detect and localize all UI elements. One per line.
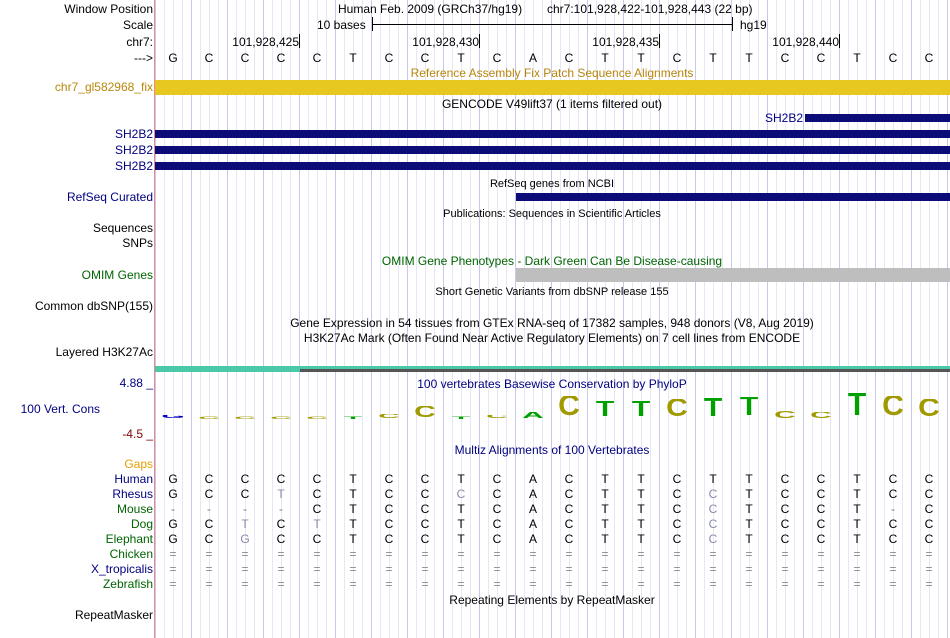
alignment-base: =: [169, 562, 177, 576]
alignment-base: T: [349, 517, 357, 531]
fix-patch-alignment[interactable]: [155, 80, 950, 95]
alignment-base: =: [205, 562, 213, 576]
alignment-base: C: [420, 487, 430, 501]
alignment-base: =: [709, 577, 717, 591]
dna-base: C: [672, 51, 682, 65]
conservation-letter: T: [847, 393, 867, 419]
alignment-base: C: [564, 487, 574, 501]
alignment-base: =: [169, 547, 177, 561]
alignment-base: =: [349, 547, 357, 561]
alignment-base: =: [889, 547, 897, 561]
refseq-track-title: RefSeq genes from NCBI: [489, 178, 615, 190]
alignment-base: G: [168, 487, 178, 501]
alignment-base: T: [457, 472, 465, 486]
alignment-base: C: [888, 487, 898, 501]
alignment-base: -: [171, 502, 175, 516]
alignment-base: T: [457, 502, 465, 516]
alignment-base: =: [673, 577, 681, 591]
scale-bar-right-tick: [732, 17, 733, 31]
track-display[interactable]: [155, 0, 950, 638]
alignment-base: T: [241, 517, 249, 531]
dbsnp-track-title: Short Genetic Variants from dbSNP release 155: [435, 286, 669, 298]
alignment-base: C: [564, 532, 574, 546]
label-gencode-sh2b2-3[interactable]: SH2B2: [114, 159, 153, 173]
alignment-base: C: [312, 502, 322, 516]
alignment-base: C: [672, 502, 682, 516]
alignment-base: C: [492, 532, 502, 546]
alignment-base: =: [277, 562, 285, 576]
alignment-base: C: [780, 517, 790, 531]
gencode-track-title: GENCODE V49lift37 (1 items filtered out): [441, 97, 663, 111]
alignment-base: =: [853, 562, 861, 576]
alignment-base: C: [384, 502, 394, 516]
alignment-base: T: [637, 487, 645, 501]
alignment-base: T: [637, 472, 645, 486]
label-species-dog[interactable]: Dog: [130, 517, 153, 531]
alignment-base: T: [745, 532, 753, 546]
alignment-base: C: [312, 532, 322, 546]
position-tick-3: 101,928,435: [592, 35, 659, 49]
alignment-base: =: [493, 547, 501, 561]
conservation-letter: T: [703, 398, 723, 419]
dna-base: C: [888, 51, 898, 65]
alignment-base: A: [528, 472, 537, 486]
conservation-letter: C: [270, 416, 292, 419]
alignment-base: T: [853, 472, 861, 486]
alignment-base: C: [204, 487, 214, 501]
conservation-letter: C: [882, 396, 904, 419]
alignment-base: =: [673, 547, 681, 561]
alignment-base: C: [384, 532, 394, 546]
alignment-base: =: [889, 577, 897, 591]
label-100-vert-cons[interactable]: 100 Vert. Cons: [20, 402, 100, 416]
alignment-base: C: [276, 517, 286, 531]
label-layered-h3k27ac[interactable]: Layered H3K27Ac: [55, 345, 153, 359]
alignment-base: C: [204, 517, 214, 531]
dna-base: C: [276, 51, 286, 65]
conservation-letter: C: [918, 399, 940, 419]
dna-base: T: [349, 51, 357, 65]
alignment-base: =: [421, 577, 429, 591]
label-repeatmasker[interactable]: RepeatMasker: [74, 608, 153, 622]
alignment-base: =: [817, 547, 825, 561]
alignment-base: G: [240, 532, 250, 546]
h3k27ac-track-title: H3K27Ac Mark (Often Found Near Active Regulatory Elements) on 7 cell lines from ENCODE: [303, 331, 801, 345]
alignment-base: =: [817, 577, 825, 591]
label-common-dbsnp[interactable]: Common dbSNP(155): [34, 299, 153, 313]
alignment-base: C: [816, 517, 826, 531]
window-position-readout: chr7:101,928,422-101,928,443 (22 bp): [547, 2, 753, 16]
label-species-mouse[interactable]: Mouse: [116, 502, 153, 516]
alignment-base: C: [384, 517, 394, 531]
alignment-base: T: [601, 472, 609, 486]
alignment-base: C: [492, 502, 502, 516]
alignment-base: T: [349, 532, 357, 546]
alignment-base: C: [780, 502, 790, 516]
alignment-base: =: [637, 577, 645, 591]
alignment-base: -: [279, 502, 283, 516]
alignment-base: =: [637, 562, 645, 576]
alignment-base: C: [564, 472, 574, 486]
alignment-base: C: [492, 487, 502, 501]
alignment-base: T: [853, 502, 861, 516]
alignment-base: T: [601, 487, 609, 501]
conservation-letter: C: [198, 416, 220, 419]
alignment-base: =: [565, 577, 573, 591]
alignment-base: =: [277, 547, 285, 561]
alignment-base: =: [709, 547, 717, 561]
conservation-letter: G: [161, 415, 185, 419]
h3k27ac-signal-dark[interactable]: [300, 369, 950, 372]
alignment-base: T: [709, 472, 717, 486]
conservation-letter: C: [810, 412, 832, 419]
label-species-rhesus[interactable]: Rhesus: [112, 487, 153, 501]
scale-bar: [372, 24, 732, 25]
conservation-letter: C: [486, 415, 508, 419]
publications-track-title: Publications: Sequences in Scientific Articles: [443, 208, 661, 220]
alignment-base: C: [240, 472, 250, 486]
dna-base: T: [853, 51, 861, 65]
alignment-base: =: [853, 577, 861, 591]
alignment-base: T: [745, 502, 753, 516]
gencode-transcript-3[interactable]: [155, 162, 950, 170]
alignment-base: C: [492, 517, 502, 531]
alignment-base: =: [925, 547, 933, 561]
alignment-base: C: [420, 502, 430, 516]
dna-base: C: [312, 51, 322, 65]
alignment-base: C: [204, 532, 214, 546]
alignment-base: =: [889, 562, 897, 576]
alignment-base: =: [565, 547, 573, 561]
alignment-base: =: [385, 562, 393, 576]
conservation-letter: C: [306, 416, 328, 419]
label-sequences[interactable]: Sequences: [92, 221, 153, 235]
tick-mark-4: [839, 34, 840, 48]
label-strand-arrow: --->: [134, 51, 153, 65]
label-cons-min: -4.5 _: [122, 427, 153, 441]
alignment-base: A: [528, 487, 537, 501]
dna-base: C: [420, 51, 430, 65]
alignment-base: C: [888, 532, 898, 546]
alignment-base: =: [745, 562, 753, 576]
alignment-base: T: [745, 487, 753, 501]
label-window-position: Window Position: [64, 2, 153, 16]
alignment-base: A: [528, 502, 537, 516]
alignment-base: T: [349, 487, 357, 501]
alignment-base: T: [853, 517, 861, 531]
gtex-track-title: Gene Expression in 54 tissues from GTEx RNA-seq of 17382 samples, 948 donors (V8, Aug 2019): [290, 316, 814, 330]
alignment-base: =: [421, 562, 429, 576]
conservation-letter: T: [739, 397, 759, 419]
alignment-base: C: [312, 472, 322, 486]
alignment-base: C: [672, 517, 682, 531]
dna-base: C: [492, 51, 502, 65]
label-gaps[interactable]: Gaps: [124, 457, 153, 471]
alignment-base: T: [637, 517, 645, 531]
alignment-base: =: [601, 577, 609, 591]
alignment-base: C: [708, 517, 718, 531]
alignment-base: =: [709, 562, 717, 576]
label-omim-genes[interactable]: OMIM Genes: [81, 268, 153, 282]
alignment-base: =: [241, 577, 249, 591]
alignment-base: C: [780, 532, 790, 546]
alignment-base: =: [781, 577, 789, 591]
alignment-base: G: [168, 472, 178, 486]
label-snps[interactable]: SNPs: [122, 236, 153, 250]
alignment-base: C: [492, 472, 502, 486]
alignment-base: =: [385, 547, 393, 561]
alignment-base: =: [745, 547, 753, 561]
alignment-base: A: [528, 532, 537, 546]
alignment-base: C: [888, 517, 898, 531]
alignment-base: C: [924, 502, 934, 516]
label-cons-max: 4.88 _: [119, 376, 153, 390]
dna-base: G: [168, 51, 178, 65]
tick-mark-2: [479, 34, 480, 48]
conservation-letter: C: [666, 399, 688, 419]
multiz-track-title: Multiz Alignments of 100 Vertebrates: [454, 443, 650, 457]
scale-text: 10 bases: [317, 18, 366, 32]
alignment-base: C: [924, 517, 934, 531]
alignment-base: C: [888, 472, 898, 486]
alignment-base: =: [457, 547, 465, 561]
dna-base: T: [637, 51, 645, 65]
alignment-base: C: [672, 487, 682, 501]
alignment-base: C: [924, 487, 934, 501]
dna-base: T: [709, 51, 717, 65]
alignment-base: C: [420, 472, 430, 486]
alignment-base: T: [745, 472, 753, 486]
alignment-base: =: [853, 547, 861, 561]
label-species-human[interactable]: Human: [114, 472, 153, 486]
alignment-base: C: [564, 502, 574, 516]
conservation-letter: T: [595, 401, 615, 419]
gencode-gene-bar[interactable]: [805, 114, 950, 122]
alignment-base: =: [817, 562, 825, 576]
alignment-base: C: [708, 487, 718, 501]
alignment-base: C: [780, 487, 790, 501]
alignment-base: T: [601, 532, 609, 546]
conservation-letter: C: [558, 396, 580, 419]
scale-db: hg19: [740, 18, 767, 32]
alignment-base: =: [925, 562, 933, 576]
label-species-zebrafish[interactable]: Zebrafish: [102, 577, 153, 591]
gencode-gene-label[interactable]: SH2B2: [764, 111, 803, 125]
alignment-base: T: [457, 517, 465, 531]
alignment-base: C: [456, 487, 466, 501]
alignment-base: T: [745, 517, 753, 531]
tick-mark-3: [659, 34, 660, 48]
alignment-base: T: [601, 502, 609, 516]
alignment-base: C: [708, 502, 718, 516]
conservation-letter: T: [343, 416, 363, 419]
gencode-transcript-2[interactable]: [155, 146, 950, 154]
alignment-base: G: [168, 517, 178, 531]
alignment-base: -: [243, 502, 247, 516]
tick-mark-1: [299, 34, 300, 48]
alignment-base: -: [207, 502, 211, 516]
alignment-base: T: [601, 517, 609, 531]
gencode-transcript-1[interactable]: [155, 130, 950, 138]
alignment-base: =: [637, 547, 645, 561]
conservation-letter: A: [522, 412, 544, 419]
alignment-base: =: [313, 547, 321, 561]
conservation-letter: T: [631, 401, 651, 419]
position-tick-4: 101,928,440: [772, 35, 839, 49]
alignment-base: =: [457, 577, 465, 591]
dna-base: C: [924, 51, 934, 65]
alignment-base: C: [816, 487, 826, 501]
alignment-base: -: [891, 502, 895, 516]
dna-base: A: [528, 51, 537, 65]
alignment-base: C: [924, 472, 934, 486]
label-species-elephant[interactable]: Elephant: [105, 532, 153, 546]
dna-base: T: [745, 51, 753, 65]
label-chr: chr7:: [126, 35, 153, 49]
alignment-base: =: [349, 577, 357, 591]
alignment-base: =: [781, 562, 789, 576]
alignment-base: A: [528, 517, 537, 531]
position-tick-2: 101,928,430: [412, 35, 479, 49]
alignment-base: C: [780, 472, 790, 486]
alignment-base: T: [457, 532, 465, 546]
alignment-base: =: [925, 577, 933, 591]
assembly-title: Human Feb. 2009 (GRCh37/hg19): [338, 2, 523, 16]
alignment-base: T: [637, 532, 645, 546]
alignment-base: G: [168, 532, 178, 546]
alignment-base: C: [816, 502, 826, 516]
dna-base: C: [240, 51, 250, 65]
alignment-base: T: [853, 487, 861, 501]
conservation-letter: C: [414, 406, 436, 419]
dna-base: C: [204, 51, 214, 65]
alignment-base: =: [493, 562, 501, 576]
alignment-base: T: [277, 487, 285, 501]
omim-gene-bar[interactable]: [516, 268, 950, 282]
alignment-base: =: [601, 547, 609, 561]
alignment-base: T: [313, 517, 321, 531]
alignment-base: =: [349, 562, 357, 576]
alignment-base: =: [529, 547, 537, 561]
repeatmasker-track-title: Repeating Elements by RepeatMasker: [449, 593, 655, 607]
dna-base: C: [384, 51, 394, 65]
alignment-base: C: [276, 472, 286, 486]
alignment-base: =: [493, 577, 501, 591]
dna-base: T: [601, 51, 609, 65]
label-scale: Scale: [122, 18, 153, 32]
phylop-track-title: 100 vertebrates Basewise Conservation by PhyloP: [417, 377, 687, 391]
label-species-chicken[interactable]: Chicken: [109, 547, 153, 561]
refseq-gene-bar[interactable]: [516, 193, 950, 201]
alignment-base: =: [313, 562, 321, 576]
alignment-base: C: [384, 472, 394, 486]
alignment-base: =: [529, 577, 537, 591]
omim-track-title: OMIM Gene Phenotypes - Dark Green Can Be Disease-causing: [381, 254, 723, 268]
label-fix-patch[interactable]: chr7_gl582968_fix: [54, 80, 153, 94]
label-gencode-sh2b2-2[interactable]: SH2B2: [114, 143, 153, 157]
label-refseq-curated[interactable]: RefSeq Curated: [66, 190, 153, 204]
alignment-base: C: [708, 532, 718, 546]
alignment-base: =: [205, 577, 213, 591]
alignment-base: =: [745, 577, 753, 591]
alignment-base: =: [277, 577, 285, 591]
alignment-base: =: [421, 547, 429, 561]
conservation-letter: T: [451, 416, 471, 419]
alignment-base: C: [816, 472, 826, 486]
dna-base: C: [564, 51, 574, 65]
alignment-base: =: [241, 562, 249, 576]
alignment-base: =: [205, 547, 213, 561]
alignment-base: =: [241, 547, 249, 561]
alignment-base: =: [601, 562, 609, 576]
fix-patch-track-title: Reference Assembly Fix Patch Sequence Alignments: [410, 66, 694, 80]
alignment-base: C: [816, 532, 826, 546]
alignment-base: C: [240, 487, 250, 501]
position-tick-1: 101,928,425: [232, 35, 299, 49]
label-species-x-tropicalis[interactable]: X_tropicalis: [90, 562, 153, 576]
alignment-base: C: [672, 532, 682, 546]
alignment-base: T: [349, 502, 357, 516]
alignment-base: T: [637, 502, 645, 516]
dna-base: C: [780, 51, 790, 65]
alignment-base: C: [564, 517, 574, 531]
alignment-base: T: [349, 472, 357, 486]
conservation-letter: C: [774, 411, 796, 419]
conservation-letter: C: [378, 414, 400, 419]
alignment-base: C: [384, 487, 394, 501]
alignment-base: =: [385, 577, 393, 591]
alignment-base: =: [781, 547, 789, 561]
label-gencode-sh2b2-1[interactable]: SH2B2: [114, 127, 153, 141]
alignment-base: T: [853, 532, 861, 546]
dna-base: T: [457, 51, 465, 65]
alignment-base: C: [672, 472, 682, 486]
h3k27ac-signal-left[interactable]: [155, 366, 300, 372]
dna-base: C: [816, 51, 826, 65]
alignment-base: =: [529, 562, 537, 576]
alignment-base: C: [276, 532, 286, 546]
alignment-base: =: [565, 562, 573, 576]
alignment-base: =: [313, 577, 321, 591]
alignment-base: =: [673, 562, 681, 576]
alignment-base: =: [169, 577, 177, 591]
alignment-base: =: [457, 562, 465, 576]
alignment-base: C: [420, 532, 430, 546]
alignment-base: C: [312, 487, 322, 501]
alignment-base: C: [420, 517, 430, 531]
conservation-letter: C: [234, 416, 256, 419]
alignment-base: C: [204, 472, 214, 486]
alignment-base: C: [924, 532, 934, 546]
